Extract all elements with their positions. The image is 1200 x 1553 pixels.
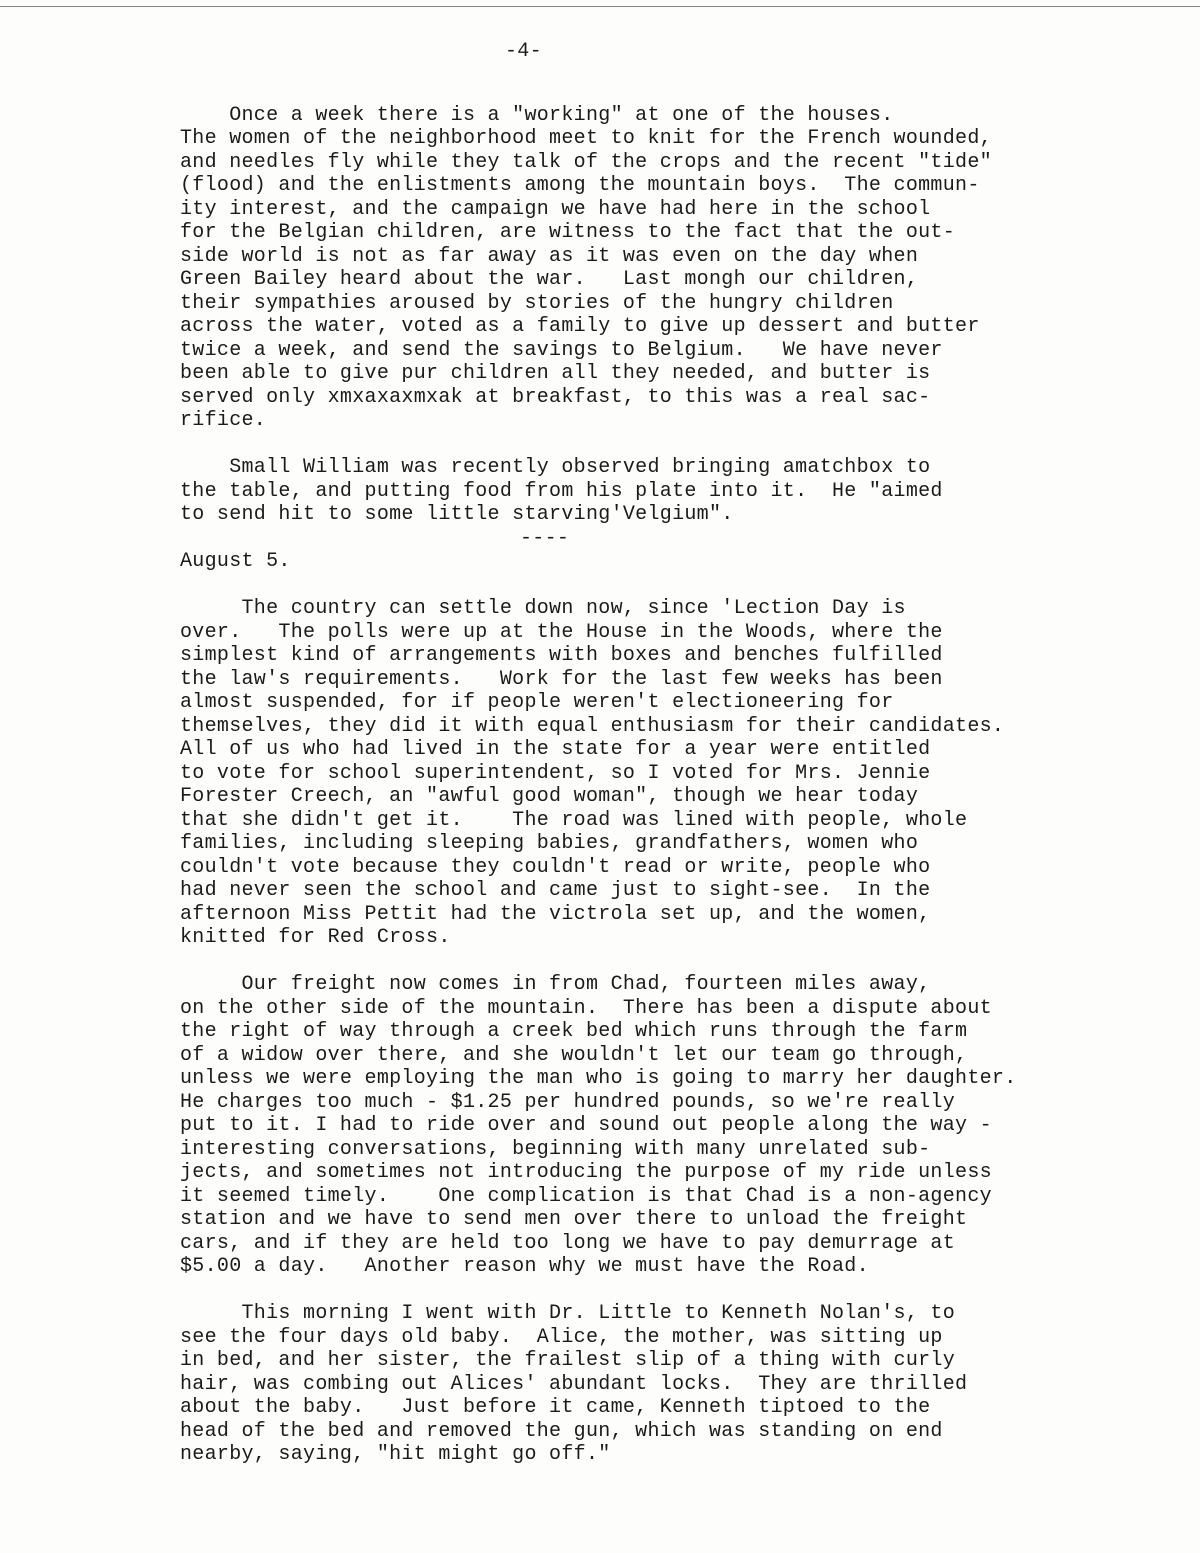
- text-line: unless we were employing the man who is going to marry her daughter.: [180, 1067, 1017, 1090]
- text-line: themselves, they did it with equal enthusiasm for their candidates.: [180, 714, 1005, 738]
- text-line: head of the bed and removed the gun, which was standing on end: [180, 1419, 943, 1443]
- text-line: on the other side of the mountain. There has been a dispute about: [180, 996, 992, 1020]
- text-line: This morning I went with Dr. Little to Kenneth Nolan's, to: [180, 1302, 956, 1325]
- text-line: Green Bailey heard about the war. Last mongh our children,: [180, 268, 919, 291]
- text-line: see the four days old baby. Alice, the mother, was sitting up: [180, 1325, 943, 1349]
- text-line: their sympathies aroused by stories of the hungry children: [180, 291, 894, 315]
- text-line: the table, and putting food from his plate into it. He "aimed: [180, 479, 943, 503]
- page-number: -4-: [505, 40, 542, 63]
- paragraph-election-day: [180, 597, 1180, 950]
- text-line: hair, was combing out Alices' abundant locks. They are thrilled: [180, 1372, 968, 1396]
- text-line: Once a week there is a "working" at one of the houses.: [180, 103, 894, 127]
- text-line: to vote for school superintendent, so I voted for Mrs. Jennie: [180, 761, 931, 785]
- text-line: side world is not as far away as it was even on the day when: [180, 244, 919, 268]
- text-line: the right of way through a creek bed which runs through the farm: [180, 1020, 968, 1043]
- text-line: simplest kind of arrangements with boxes and benches fulfilled: [180, 644, 943, 667]
- text-line: across the water, voted as a family to give up dessert and butter: [180, 315, 980, 338]
- paragraph-baby-visit: [180, 1302, 1180, 1467]
- text-line: in bed, and her sister, the frailest slip of a thing with curly: [180, 1349, 956, 1372]
- text-line: (flood) and the enlistments among the mountain boys. The commun-: [180, 174, 980, 197]
- paragraph-working: [180, 104, 1180, 433]
- text-line: afternoon Miss Pettit had the victrola set up, and the women,: [180, 902, 931, 926]
- text-line: and needles fly while they talk of the crops and the recent "tide": [180, 150, 992, 174]
- text-line: station and we have to send men over there to unload the freight: [180, 1208, 968, 1231]
- text-line: of a widow over there, and she wouldn't let our team go through,: [180, 1043, 968, 1067]
- text-line: that she didn't get it. The road was lined with people, whole: [180, 808, 968, 832]
- typed-text-body: [180, 40, 1180, 1467]
- text-line: over. The polls were up at the House in the Woods, where the: [180, 620, 943, 644]
- text-line: rifice.: [180, 409, 267, 432]
- section-divider: ----: [520, 526, 570, 550]
- text-line: twice a week, and send the savings to Belgium. We have never: [180, 338, 943, 362]
- text-line: couldn't vote because they couldn't read or write, people who: [180, 855, 931, 879]
- text-line: Forester Creech, an "awful good woman", though we hear today: [180, 785, 919, 808]
- text-line: Our freight now comes in from Chad, fourteen miles away,: [180, 973, 931, 996]
- text-line: He charges too much - $1.25 per hundred pounds, so we're really: [180, 1090, 956, 1114]
- text-line: The women of the neighborhood meet to knit for the French wounded,: [180, 127, 992, 150]
- text-line: knitted for Red Cross.: [180, 926, 451, 949]
- text-line: about the baby. Just before it came, Kenneth tiptoed to the: [180, 1396, 931, 1419]
- text-line: for the Belgian children, are witness to the fact that the out-: [180, 221, 956, 244]
- text-line: $5.00 a day. Another reason why we must have the Road.: [180, 1255, 869, 1278]
- text-line: cars, and if they are held too long we have to pay demurrage at: [180, 1231, 956, 1255]
- text-line: ity interest, and the campaign we have had here in the school: [180, 197, 931, 221]
- text-line: families, including sleeping babies, grandfathers, women who: [180, 832, 919, 855]
- text-line: jects, and sometimes not introducing the purpose of my ride unless: [180, 1161, 992, 1184]
- top-edge-rule: [0, 6, 1200, 7]
- paragraph-freight: [180, 973, 1180, 1279]
- text-line: The country can settle down now, since 'Lection Day is: [180, 597, 906, 620]
- text-line: nearby, saying, "hit might go off.": [180, 1443, 611, 1466]
- text-line: All of us who had lived in the state for a year were entitled: [180, 738, 931, 761]
- paragraph-small-william: [180, 456, 1180, 527]
- text-line: to send hit to some little starving'Velgium".: [180, 503, 734, 526]
- text-line: put to it. I had to ride over and sound out people along the way -: [180, 1114, 992, 1137]
- text-line: almost suspended, for if people weren't electioneering for: [180, 691, 894, 714]
- text-line: interesting conversations, beginning with many unrelated sub-: [180, 1137, 931, 1161]
- text-line: had never seen the school and came just to sight-see. In the: [180, 879, 931, 902]
- text-line: served only xmxaxaxmxak at breakfast, to this was a real sac-: [180, 385, 931, 409]
- text-line: it seemed timely. One complication is that Chad is a non-agency: [180, 1184, 992, 1208]
- date-heading: August 5.: [180, 550, 291, 573]
- text-line: the law's requirements. Work for the last few weeks has been: [180, 667, 943, 691]
- text-line: been able to give pur children all they needed, and butter is: [180, 362, 931, 385]
- text-line: Small William was recently observed bringing amatchbox to: [180, 456, 931, 479]
